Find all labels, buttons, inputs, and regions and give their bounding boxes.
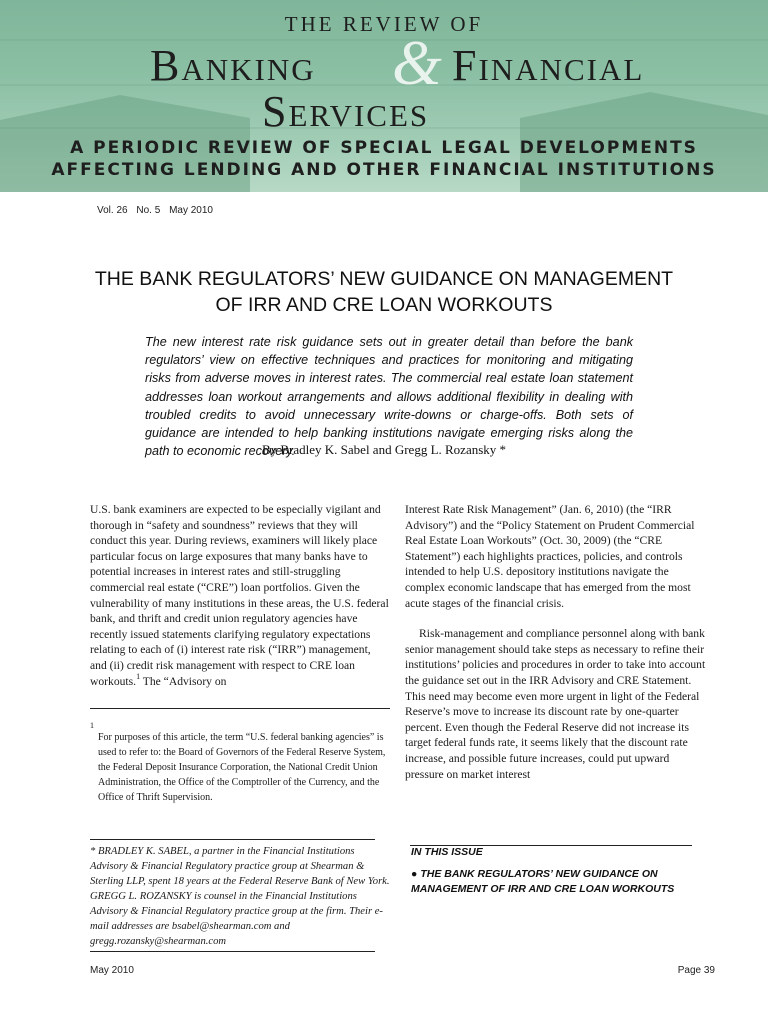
article-byline: By Bradley K. Sabel and Gregg L. Rozansky * <box>261 442 507 457</box>
bullet-icon: ● <box>411 868 418 880</box>
footnote <box>90 718 388 805</box>
issue-meta <box>97 205 219 216</box>
masthead-ampersand: & <box>392 27 442 98</box>
issue-number: No. 5 <box>136 205 161 216</box>
column-1-paragraph <box>90 502 390 689</box>
article-column-1 <box>90 502 390 689</box>
bio-divider-bottom <box>90 951 375 952</box>
bio-divider-top <box>90 839 375 840</box>
article-abstract: The new interest rate risk guidance sets out in greater detail than before the bank regulators’ view on effective techniques and practices for monitoring and mitigating risks from adverse moves in interest rates. The commercial real estate loan statement addresses loan workout arrangements and allows additional flexibility in dealing with troubled credits to avoid unnecessary write-downs or charge-offs. Both sets of guidance are intended to help banking institutions navigate emerging risks along the path to economic recovery. <box>145 335 633 459</box>
masthead-review-of: THE REVIEW OF <box>284 12 484 36</box>
masthead-tagline-2: AFFECTING LENDING AND OTHER FINANCIAL INSTITUTIONS <box>51 160 717 180</box>
footer-date: May 2010 <box>90 965 134 976</box>
masthead-financial: Financial <box>452 41 645 90</box>
column-2-paragraph-2: Risk-management and compliance personnel along with bank senior management should take steps as necessary to refine their institutions’ policies and procedures in order to take into account the guidance set out in the IRR Advisory and CRE Statement. This need may become even more urgent in light of the Federal Reserve’s move to increase its discount rate by one-quarter percent. Even though the Federal Reserve did not increase its target federal funds rate, it seems likely that the discount rate increase, and possible future increases, could put upward pressure on market interest <box>405 627 706 781</box>
column-2-paragraph-1: Interest Rate Risk Management” (Jan. 6, 2010) (the “IRR Advisory”) and the “Policy Statement on Prudent Commercial Real Estate Loan Workouts” (Oct. 30, 2009) (the “CRE Statement”) each highlights practices, policies, and controls intended to help U.S. depository institutions navigate the complex economic landscape that has emerged from the most acute stages of the financial crisis. <box>405 503 695 610</box>
issue-date: May 2010 <box>169 205 213 216</box>
column-1-text: U.S. bank examiners are expected to be especially vigilant and thorough in “safety and soundness” reviews that they will conduct this year. During reviews, examiners will likely place particular focus on large exposures that many banks have to potential increases in interest rates and still-struggling commercial real estate (“CRE”) loan portfolios. Given the vulnerability of many institutions in these areas, the U.S. federal bank, and thrift and credit union regulatory agencies have recently issued statements clarifying regulatory expectations relating to each of (i) interest rate risk (“IRR”) management, and (ii) credit risk management with respect to CRE loan workouts. <box>90 503 389 688</box>
article-column-2 <box>405 502 710 782</box>
masthead-tagline-1: A PERIODIC REVIEW OF SPECIAL LEGAL DEVELOPMENTS <box>70 138 698 158</box>
footnote-number: 1 <box>90 721 94 730</box>
masthead-services: Services <box>262 87 430 136</box>
column-1-tail: The “Advisory on <box>140 674 227 688</box>
masthead-banking: Banking <box>150 41 316 90</box>
in-this-issue-heading: IN THIS ISSUE <box>411 846 483 858</box>
footnote-text: For purposes of this article, the term “U.S. federal banking agencies” is used to refer to: the Board of Governors of the Federal Reserve System, the Federal Deposit Insurance Corporation, the National Credit Union Administration, the Office of the Comptroller of the Currency, and the Office of Thrift Supervision. <box>98 732 386 803</box>
article-title: THE BANK REGULATORS’ NEW GUIDANCE ON MANAGEMENT OF IRR AND CRE LOAN WORKOUTS <box>94 268 674 316</box>
in-this-issue-item-text: THE BANK REGULATORS’ NEW GUIDANCE ON MANAGEMENT OF IRR AND CRE LOAN WORKOUTS <box>411 868 675 895</box>
footnote-divider <box>90 708 390 709</box>
masthead <box>0 0 768 192</box>
footnote-reference[interactable]: 1 <box>136 671 141 681</box>
footer-page-number: Page 39 <box>677 965 715 976</box>
in-this-issue-item[interactable] <box>411 867 701 897</box>
author-bio: * BRADLEY K. SABEL, a partner in the Financial Institutions Advisory & Financial Regulatory practice group at Shearman & Sterling LLP, spent 18 years at the Federal Reserve Bank of New York. GREGG L. ROZANSKY is counsel in the Financial Institutions Advisory & Financial Regulatory practice group at the firm. Their e-mail addresses are bsabel@shearman.com and gregg.rozansky@shearman.com <box>90 846 390 947</box>
issue-volume: Vol. 26 <box>97 205 128 216</box>
